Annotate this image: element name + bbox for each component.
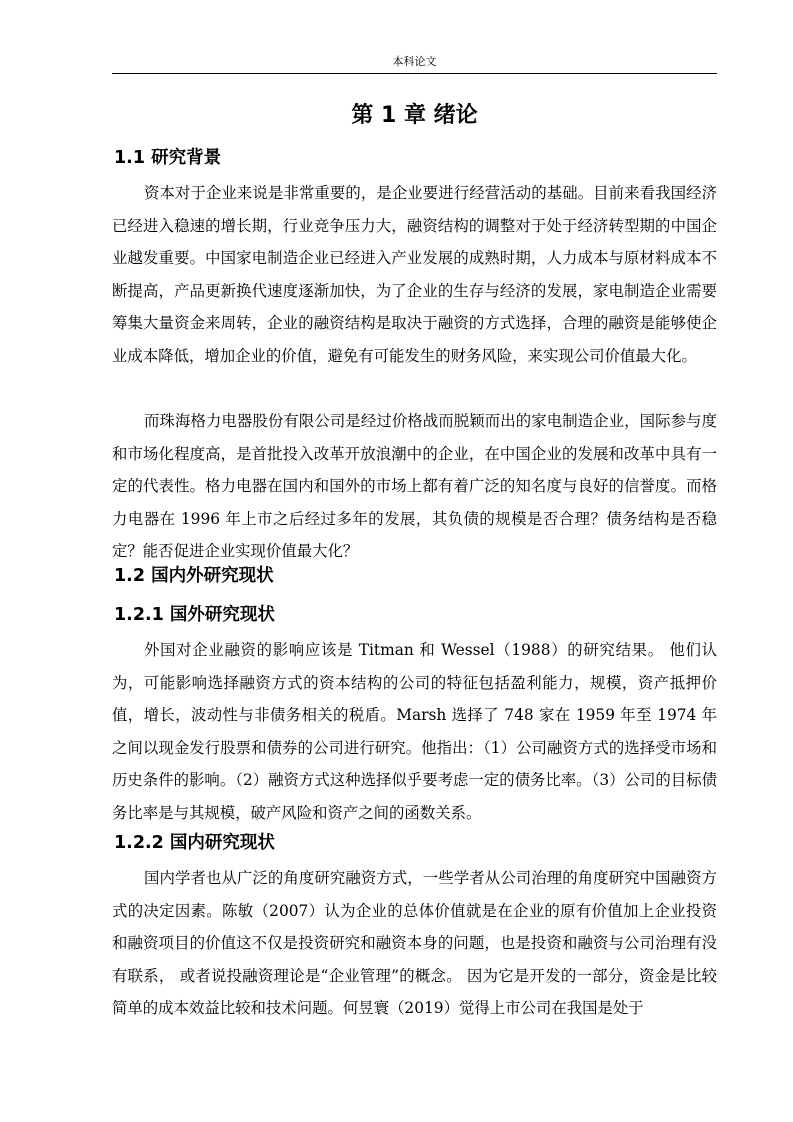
paragraph-background-1: 资本对于企业来说是非常重要的，是企业要进行经营活动的基础。目前来看我国经济已经进入稳速的增长期，行业竞争压力大，融资结构的调整对于处于经济转型期的中国企业越发重要。中国家电制造企业已经进入产业发展的成熟时期，人力成本与原材料成本不断提高，产品更新换代速度逐渐加快，为了企业的生存与经济的发展，家电制造企业需要筹集大量资金来周转，企业的融资结构是取决于融资的方式选择，合理的融资是能够使企业成本降低，增加企业的价值，避免有可能发生的财务风险，来实现公司价值最大化。 — [112, 184, 717, 365]
section-heading-1-2: 1.2 国内外研究现状 — [114, 566, 274, 586]
header-rule — [112, 73, 717, 74]
chapter-title: 第 1 章 绪论 — [351, 103, 478, 128]
page-header: 本科论文 — [392, 55, 437, 68]
section-heading-1-1: 1.1 研究背景 — [114, 148, 222, 168]
section-heading-1-2-2: 1.2.2 国内研究现状 — [114, 833, 275, 853]
paragraph-domestic-research: 国内学者也从广泛的角度研究融资方式，一些学者从公司治理的角度研究中国融资方式的决定因素。陈敏（2007）认为企业的总体价值就是在企业的原有价值加上企业投资和融资项目的价值这不仅是投资研究和融资本身的问题，也是投资和融资与公司治理有没有联系， 或者说投融资理论是“企业管理”的概念。 因为它是开发的一部分，资金是比较简单的成本效益比较和技术问题。何昱寰（2019）觉得上市公司在我国是处于 — [112, 869, 717, 1018]
paragraph-foreign-research: 外国对企业融资的影响应该是 Titman 和 Wessel（1988）的研究结果。 他们认为，可能影响选择融资方式的资本结构的公司的特征包括盈利能力，规模，资产抵押价值，增长，波动性与非债务相关的税盾。Marsh 选择了 748 家在 1959 年至 1974 年之间以现金发行股票和债券的公司进行研究。他指出：（1）公司融资方式的选择受市场和历史条件的影响。（2）融资方式这种选择似乎要考虑一定的债务比率。（3）公司的目标债务比率是与其规模，破产风险和资产之间的函数关系。 — [112, 641, 717, 822]
section-heading-1-2-1: 1.2.1 国外研究现状 — [114, 605, 275, 625]
paragraph-background-2: 而珠海格力电器股份有限公司是经过价格战而脱颖而出的家电制造企业，国际参与度和市场化程度高，是首批投入改革开放浪潮中的企业，在中国企业的发展和改革中具有一定的代表性。格力电器在国内和国外的市场上都有着广泛的知名度与良好的信誉度。而格力电器在 1996 年上市之后经过多年的发展，其负债的规模是否合理？债务结构是否稳定？能否促进企业实现价值最大化？ — [112, 412, 717, 561]
